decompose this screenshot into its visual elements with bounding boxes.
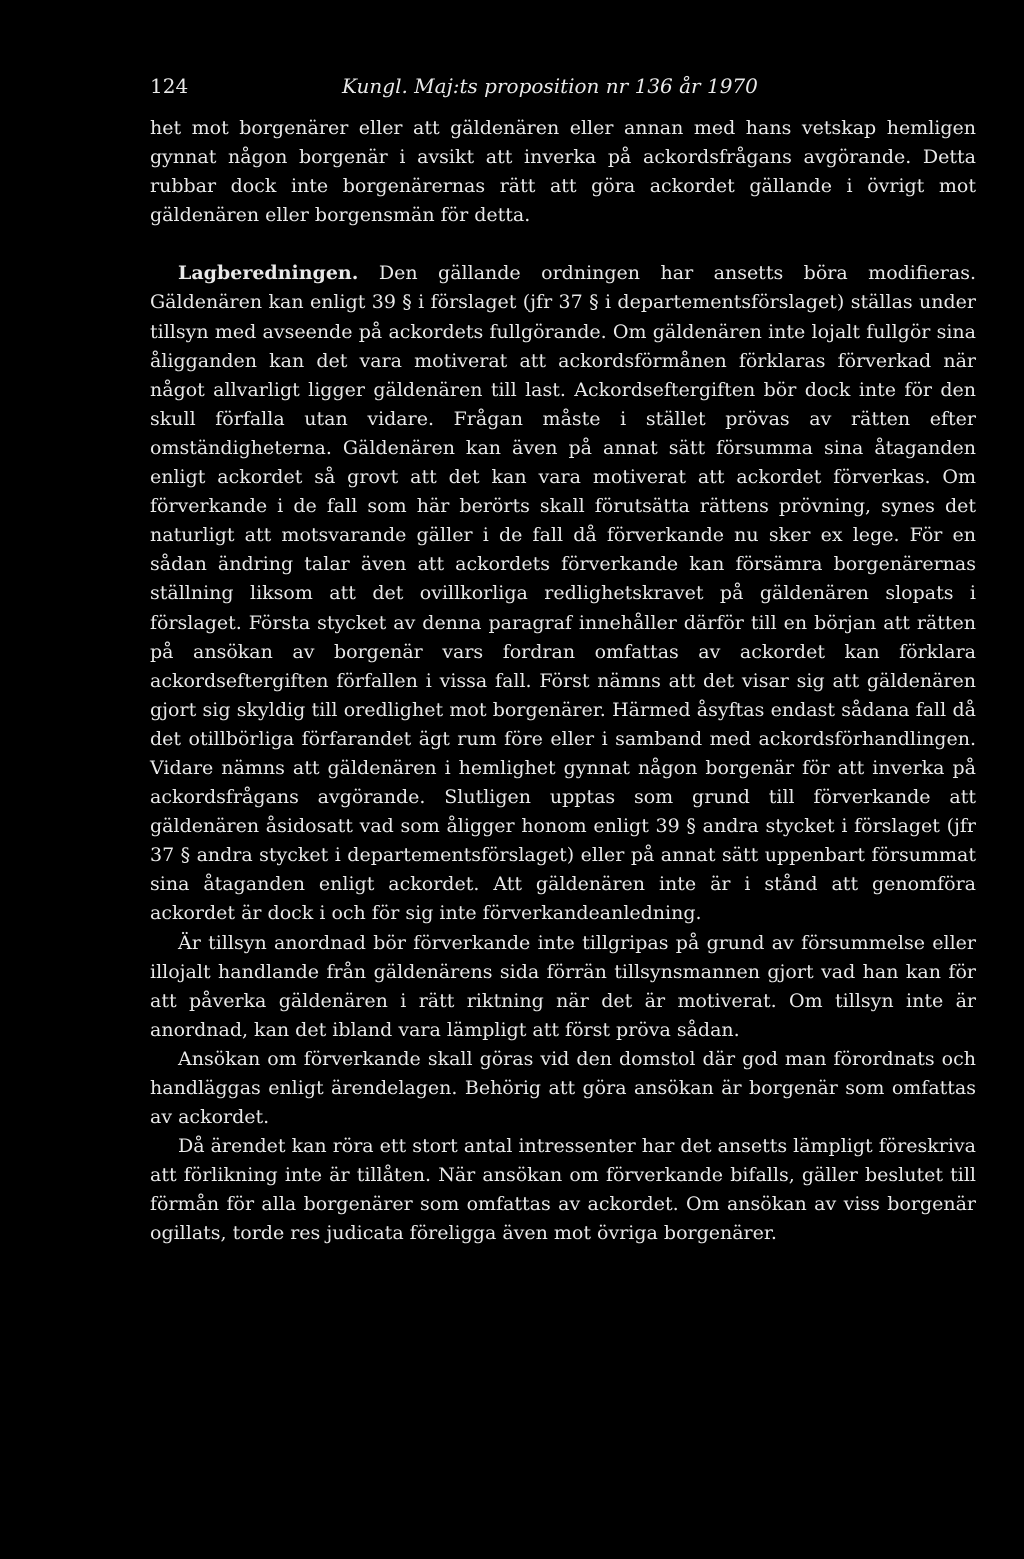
paragraph-text: Den gällande ordningen har ansetts böra modifieras. Gäldenären kan enligt 39 § i förslaget (jfr 37 § i departementsförslaget) ställas under tillsyn med avseende på ackordets fullgörande. Om gäldenären inte lojalt fullgör sina åligganden kan det vara motiverat att ackordsförmånen förklaras förverkad när något allvarligt ligger gäldenären till last. Ackordseftergiften bör dock inte för den skull förfalla utan vidare. Frågan måste i stället prövas av rätten efter omständigheterna. Gäldenären kan även på annat sätt försumma sina åtaganden enligt ackordet så grovt att det kan vara motiverat att ackordet förverkas. Om förverkande i de fall som här berörts skall förutsätta rättens prövning, synes det naturligt att motsvarande gäller i de fall då förverkande nu sker ex lege. För en sådan ändring talar även att ackordets förverkande kan försämra borgenärernas ställning liksom att det ovillkorliga redlighetskravet på gäldenären slopats i förslaget. Första stycket av denna paragraf innehåller därför till en början att rätten på ansökan av borgenär vars fordran omfattas av ackordet kan förklara ackordseftergiften förfallen i vissa fall. Först nämns att det visar sig att gäldenären gjort sig skyldig till oredlighet mot borgenärer. Härmed åsyftas endast sådana fall då det otillbörliga förfarandet ägt rum före eller i samband med ackordsförhandlingen. Vidare nämns att gäldenären i hemlighet gynnat någon borgenär för att inverka på ackordsfrågans avgörande. Slutligen upptas som grund till förverkande att gäldenären åsidosatt vad som åligger honom enligt 39 § andra stycket i förslaget (jfr 37 § andra stycket i departementsförslaget) eller på annat sätt uppenbart försummat sina åtaganden enligt ackordet. Att gäldenären inte är i stånd att genomföra ackordet är dock i och för sig inte förverkandeanledning. [150, 262, 976, 925]
paragraph-spacer [150, 230, 976, 259]
paragraph-lagberedningen [150, 259, 976, 928]
paragraph-continuation: het mot borgenärer eller att gäldenären eller annan med hans vetskap hemligen gynnat någon borgenär i avsikt att inverka på ackordsfrågans avgörande. Detta rubbar dock inte borgenärernas rätt att göra ackordet gällande i övrigt mot gäldenären eller borgensmän för detta. [150, 117, 976, 227]
page-header [150, 68, 976, 104]
paragraph-ansokan: Ansökan om förverkande skall göras vid den domstol där god man förordnats och handläggas enligt ärendelagen. Behörig att göra ansökan är borgenär som omfattas av ackordet. [150, 1047, 976, 1129]
paragraph-arendet: Då ärendet kan röra ett stort antal intressenter har det ansetts lämpligt föreskriva att förlikning inte är tillåten. När ansökan om förverkande bifalls, gäller beslutet till förmån för alla borgenärer som omfattas av ackordet. Om ansökan av viss borgenär ogillats, torde res judicata föreligga även mot övriga borgenärer. [150, 1135, 976, 1245]
section-lead-label: Lagberedningen. [178, 262, 359, 285]
running-title: Kungl. Maj:ts proposition nr 136 år 1970 [342, 74, 758, 98]
paragraph-tillsyn: Är tillsyn anordnad bör förverkande inte tillgripas på grund av försummelse eller illojalt handlande från gäldenärens sida förrän tillsynsmannen gjort vad han kan för att påverka gäldenären i rätt riktning när det är motiverat. Om tillsyn inte är anordnad, kan det ibland vara lämpligt att först pröva sådan. [150, 931, 976, 1041]
body-text [150, 114, 976, 1249]
page-number: 124 [150, 74, 189, 98]
document-page [150, 68, 976, 1249]
